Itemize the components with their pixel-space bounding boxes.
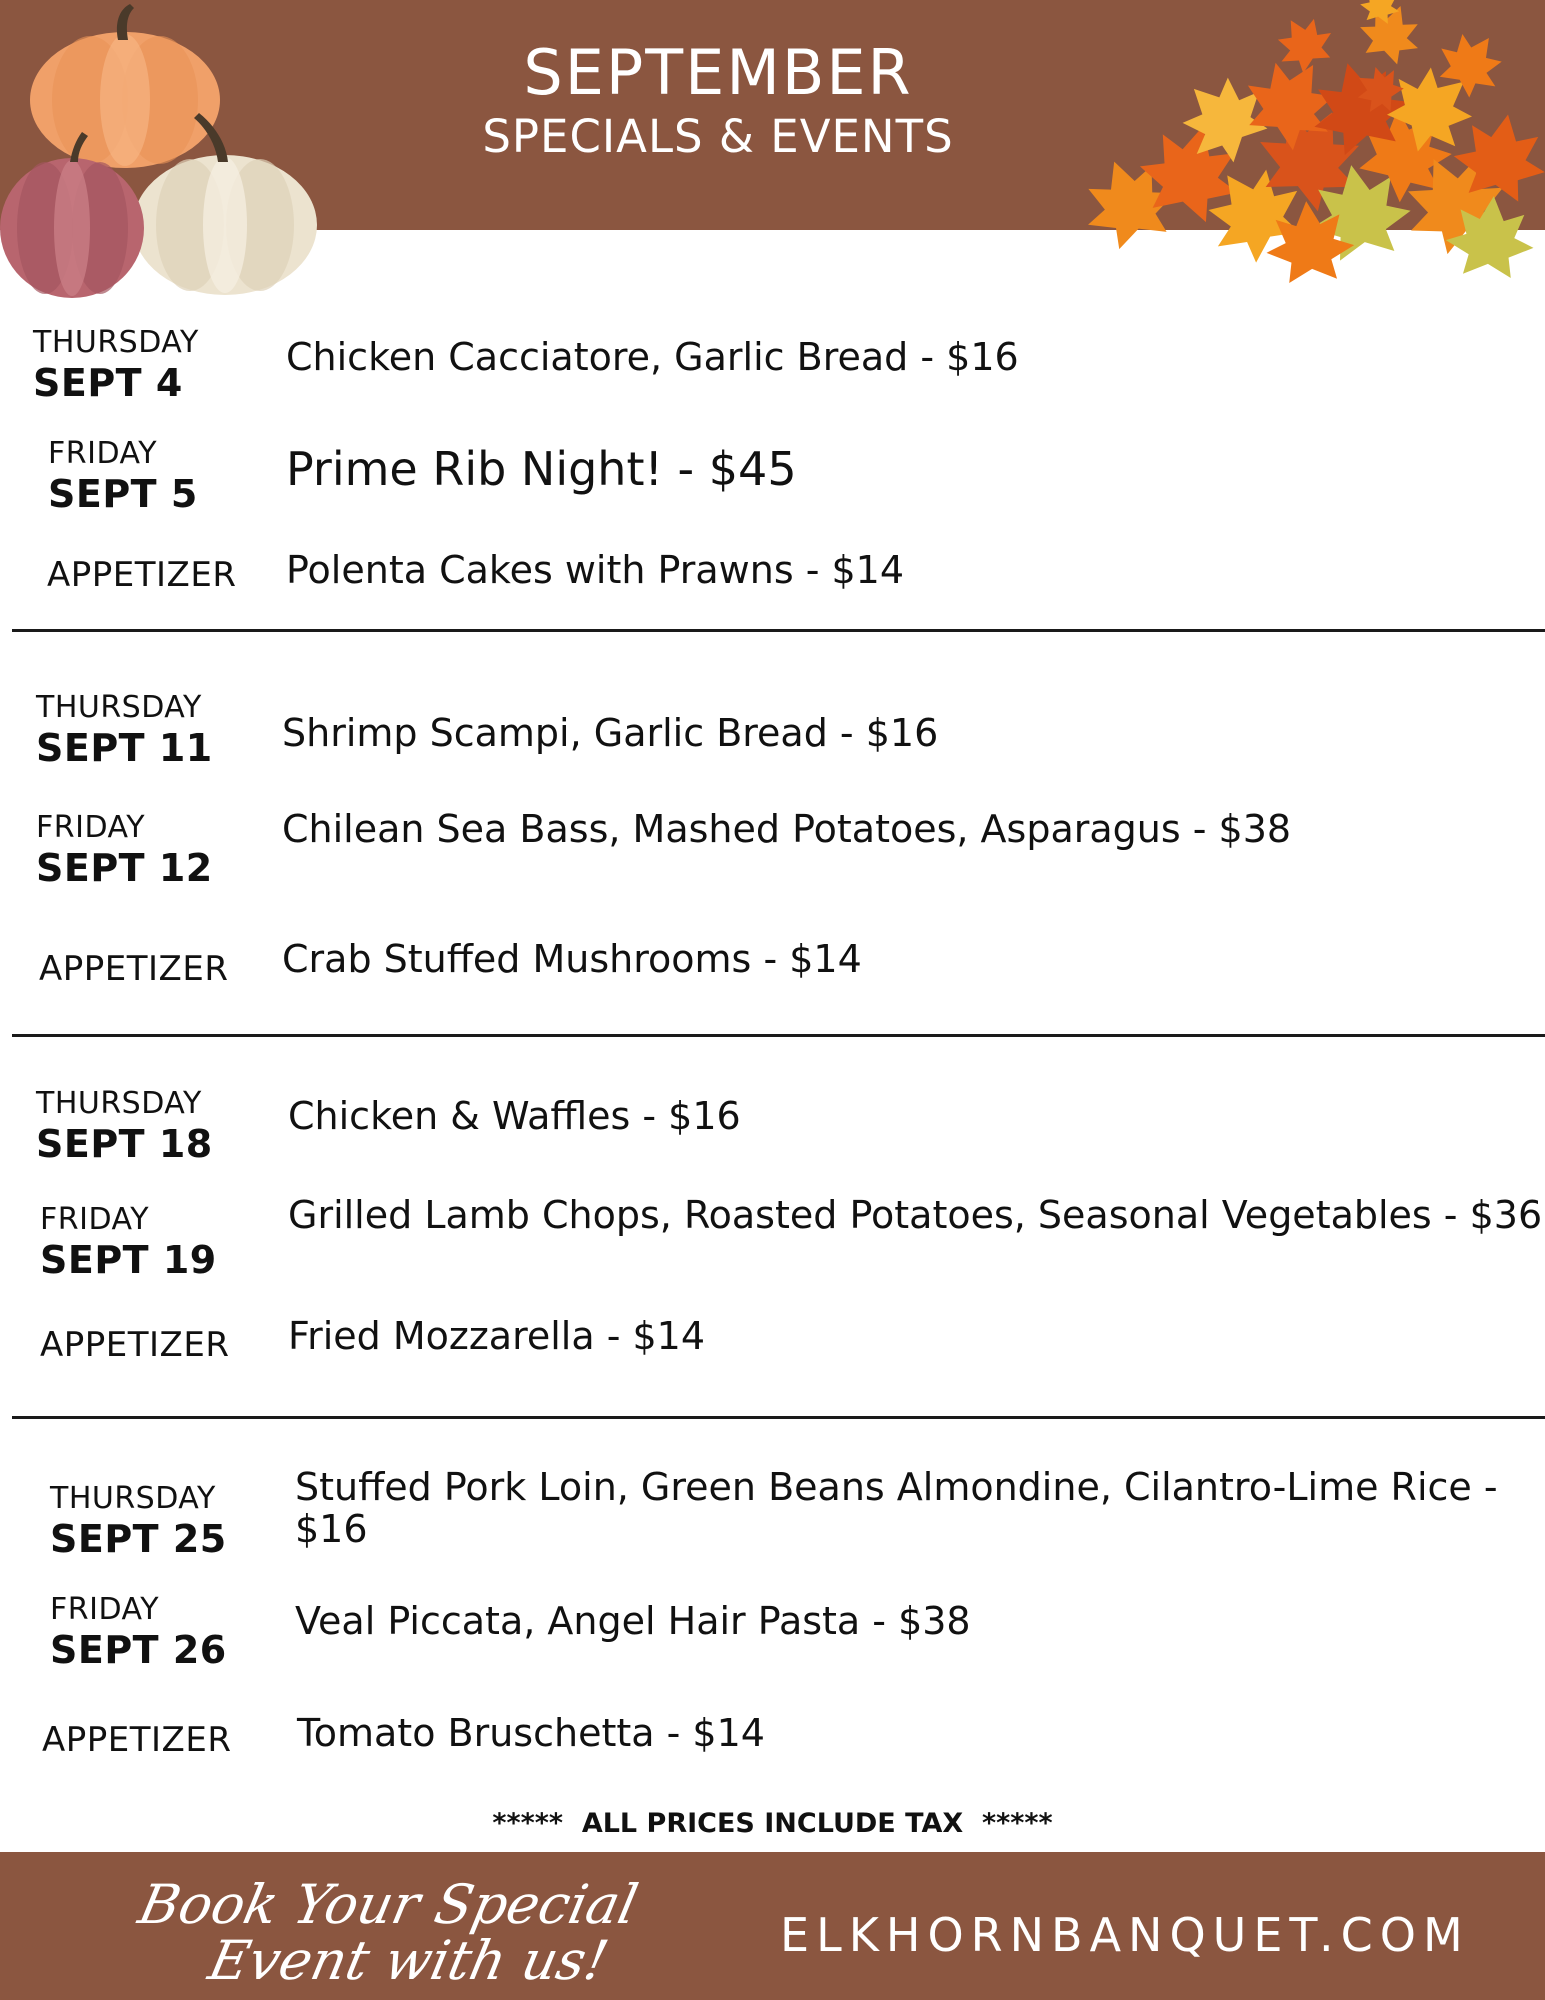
dish-thursday: Chicken Cacciatore, Garlic Bread - $16: [286, 335, 1019, 379]
orange-pumpkin-icon: [30, 4, 220, 168]
dish-friday: Chilean Sea Bass, Mashed Potatoes, Asparagus - $38: [282, 807, 1292, 851]
page-title: SEPTEMBER: [523, 36, 913, 109]
day-label-thursday: THURSDAY SEPT 4: [33, 325, 199, 405]
day-label-thursday: THURSDAY SEPT 18: [36, 1086, 213, 1166]
pumpkins-illustration: [0, 0, 320, 300]
section-divider: [12, 629, 1545, 632]
dish-appetizer: Crab Stuffed Mushrooms - $14: [282, 937, 862, 981]
dish-thursday: Stuffed Pork Loin, Green Beans Almondine, Cilantro-Lime Rice - $16: [295, 1465, 1498, 1551]
autumn-leaves-illustration: [1060, 0, 1545, 290]
dish-thursday: Shrimp Scampi, Garlic Bread - $16: [282, 711, 939, 755]
day-label-friday: FRIDAY SEPT 26: [50, 1592, 227, 1672]
day-label-thursday: THURSDAY SEPT 25: [50, 1481, 227, 1561]
book-event-script-line-2: Event with us!: [203, 1929, 614, 1992]
day-label-friday: FRIDAY SEPT 5: [48, 436, 198, 516]
appetizer-label: APPETIZER: [47, 555, 237, 595]
dish-friday: Prime Rib Night! - $45: [286, 442, 797, 496]
appetizer-label: APPETIZER: [40, 1325, 230, 1365]
section-divider: [12, 1034, 1545, 1037]
section-divider: [12, 1416, 1545, 1419]
dish-appetizer: Polenta Cakes with Prawns - $14: [286, 548, 905, 592]
dish-appetizer: Tomato Bruschetta - $14: [297, 1711, 765, 1755]
page-subtitle: SPECIALS & EVENTS: [482, 110, 954, 163]
appetizer-label: APPETIZER: [39, 949, 229, 989]
dish-friday: Grilled Lamb Chops, Roasted Potatoes, Seasonal Vegetables - $36: [288, 1193, 1543, 1237]
dish-appetizer: Fried Mozzarella - $14: [288, 1314, 706, 1358]
appetizer-label: APPETIZER: [42, 1720, 232, 1760]
tax-note: ***** ALL PRICES INCLUDE TAX *****: [492, 1808, 1053, 1839]
day-label-friday: FRIDAY SEPT 12: [36, 810, 213, 890]
book-event-script-line-1: Book Your Special: [133, 1873, 644, 1936]
dish-friday: Veal Piccata, Angel Hair Pasta - $38: [295, 1599, 971, 1643]
day-label-friday: FRIDAY SEPT 19: [40, 1202, 217, 1282]
day-label-thursday: THURSDAY SEPT 11: [36, 690, 213, 770]
website-link[interactable]: ELKHORNBANQUET.COM: [780, 1908, 1470, 1962]
dish-thursday: Chicken & Waffles - $16: [288, 1094, 741, 1138]
